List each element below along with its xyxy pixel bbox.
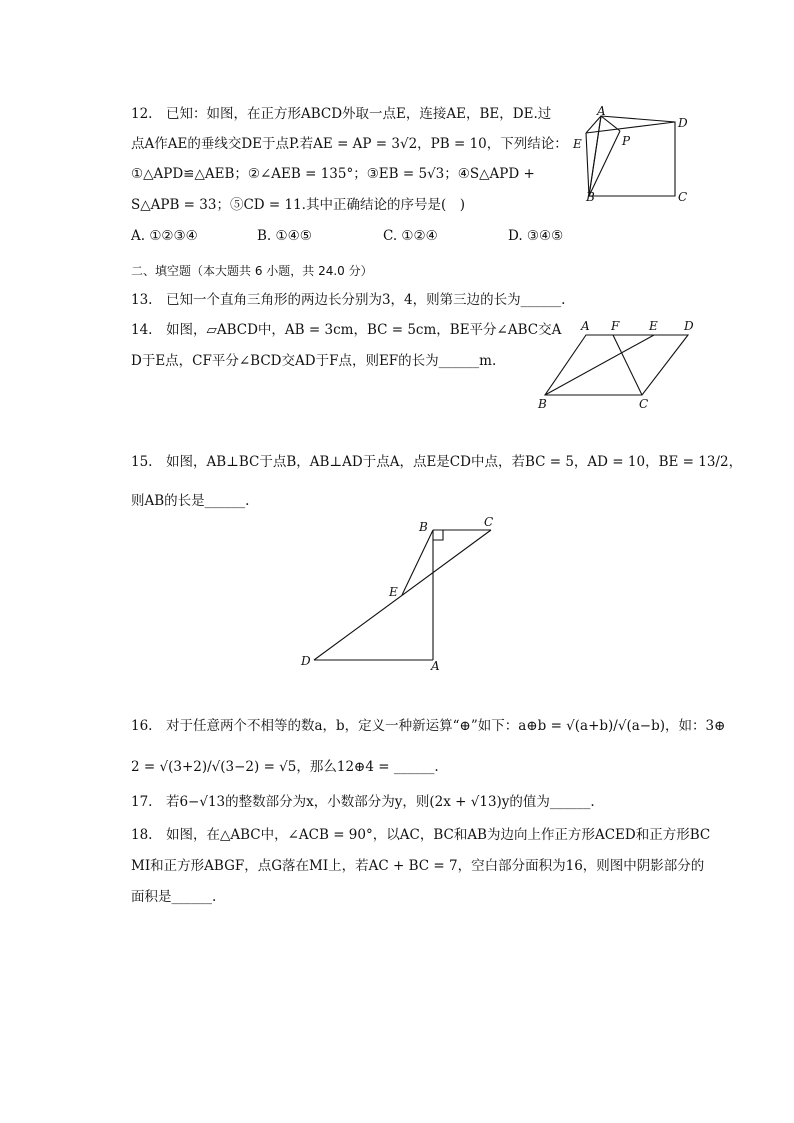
label-d: D: [301, 654, 311, 668]
q12-option-a: A. ①②③④: [131, 228, 198, 244]
label-e: E: [573, 137, 582, 151]
q15-line-1: 15. 如图，AB⊥BC于点B，AB⊥AD于点A，点E是CD中点，若BC = 5，AD = 10，BE = 13/2，: [131, 454, 743, 470]
label-c: C: [484, 515, 494, 529]
label-b: B: [586, 190, 595, 204]
q18-line-3: 面积是______.: [131, 889, 217, 905]
segment-be: [402, 530, 433, 595]
q18-line-1: 18. 如图，在△ABC中，∠ACB = 90°，以AC，BC和AB为边向上作正方形ACED和正方形BC: [131, 827, 711, 843]
label-c: C: [678, 190, 688, 204]
q15-line-2: 则AB的长是______.: [131, 493, 250, 509]
q13-line: 13. 已知一个直角三角形的两边长分别为3，4，则第三边的长为______.: [131, 292, 566, 308]
label-e: E: [649, 319, 658, 333]
q16-line-2: 2 = √(3+2)/√(3−2) = √5，那么12⊕4 = ______.: [131, 759, 439, 775]
segment-eb: [586, 133, 589, 196]
q14-line-2: D于E点，CF平分∠BCD交AD于F点，则EF的长为______m.: [131, 353, 497, 369]
label-c: C: [639, 397, 649, 411]
q12-line-2: 点A作AE的垂线交DE于点P.若AE = AP = 3√2，PB = 10，下列结论：: [131, 136, 568, 152]
square-abcd: [589, 116, 675, 196]
q15-figure: [290, 510, 510, 675]
q12-figure: [570, 105, 700, 205]
q17-line: 17. 若6−√13的整数部分为x，小数部分为y，则(2x + √13)y的值为______.: [131, 794, 595, 810]
q12-option-b: B. ①④⑤: [257, 228, 312, 244]
label-e: E: [389, 585, 398, 599]
label-f: F: [611, 319, 620, 333]
segment-ap: [601, 116, 620, 131]
q18-line-2: MI和正方形ABGF，点G落在MI上，若AC + BC = 7，空白部分面积为16，则图中阴影部分的: [131, 858, 705, 874]
right-angle-mark: [433, 530, 443, 540]
label-d: D: [684, 319, 694, 333]
parallelogram-abcd: [545, 335, 688, 395]
q12-line-1: 12. 已知：如图，在正方形ABCD外取一点E，连接AE，BE，DE.过: [131, 106, 552, 122]
q12-line-4: S△APB = 33；⑤CD = 11.其中正确结论的序号是( ): [131, 197, 466, 213]
label-a: A: [581, 319, 590, 333]
q12-option-d: D. ③④⑤: [508, 228, 564, 244]
label-d: D: [678, 116, 688, 130]
label-a: A: [597, 104, 606, 118]
q12-option-c: C. ①②④: [383, 228, 438, 244]
label-b: B: [419, 520, 428, 534]
section-2-heading: 二、填空题（本大题共 6 小题，共 24.0 分）: [131, 264, 373, 278]
q12-line-3: ①△APD≌△AEB；②∠AEB = 135°；③EB = 5√3；④S△APD +: [131, 166, 535, 182]
label-b: B: [538, 397, 547, 411]
q14-line-1: 14. 如图，▱ABCD中，AB = 3cm，BC = 5cm，BE平分∠ABC交A: [131, 322, 562, 338]
label-p: P: [622, 134, 631, 148]
label-a: A: [431, 659, 440, 673]
q14-figure: [535, 318, 705, 413]
q16-line-1: 16. 对于任意两个不相等的数a，b，定义一种新运算“⊕”如下：a⊕b = √(a+b)/√(a−b)，如：3⊕: [131, 718, 726, 734]
